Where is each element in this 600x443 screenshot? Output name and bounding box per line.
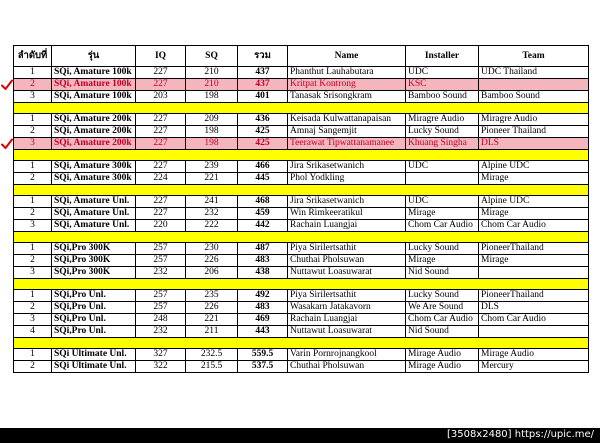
name-cell: Keisada Kulwattanapaisan [288, 114, 406, 126]
name-cell: Rachain Luangjai [288, 314, 406, 326]
installer-cell: We Are Sound [406, 302, 479, 314]
sq-cell: 221 [186, 173, 238, 185]
sq-cell: 198 [186, 126, 238, 138]
highlighted-table-row [14, 79, 589, 91]
name-cell: Rachain Luangjai [288, 220, 406, 232]
header-installer: Installer [406, 46, 479, 67]
highlighted-table-row [14, 138, 589, 150]
model-cell: SQi,Pro 300K [52, 255, 136, 267]
sq-cell: 222 [186, 220, 238, 232]
sq-cell: 209 [186, 114, 238, 126]
model-cell: SQi, Amature 100k [52, 67, 136, 79]
total-cell: 487 [238, 243, 288, 255]
installer-cell: Lucky Sound [406, 290, 479, 302]
table-row [14, 114, 589, 126]
iq-cell: 227 [136, 67, 186, 79]
header-row [14, 46, 589, 67]
team-cell: Mercury [479, 361, 589, 373]
model-cell: SQi,Pro 300K [52, 267, 136, 279]
team-cell: Mirage [479, 173, 589, 185]
iq-cell: 227 [136, 114, 186, 126]
name-cell: Teerawat Tipwattanamanee [288, 138, 406, 150]
red-checkmark-icon [1, 79, 13, 91]
total-cell: 483 [238, 255, 288, 267]
team-cell [479, 326, 589, 338]
installer-cell: Khuang Singha [406, 138, 479, 150]
model-cell: SQi, Amature 200k [52, 126, 136, 138]
sq-cell: 206 [186, 267, 238, 279]
total-cell: 436 [238, 114, 288, 126]
table-row [14, 196, 589, 208]
installer-cell: Bamboo Sound [406, 91, 479, 103]
rank-cell: 3 [14, 138, 52, 150]
team-cell: PioneerThailand [479, 243, 589, 255]
rank-cell: 1 [14, 67, 52, 79]
team-cell: Mirage Audio [479, 349, 589, 361]
separator-cell [14, 338, 589, 349]
iq-cell: 227 [136, 161, 186, 173]
total-cell: 468 [238, 196, 288, 208]
model-cell: SQi,Pro Unl. [52, 290, 136, 302]
team-cell: UDC Thailand [479, 67, 589, 79]
iq-cell: 257 [136, 243, 186, 255]
sq-cell: 211 [186, 326, 238, 338]
group-separator [14, 185, 589, 196]
iq-cell: 327 [136, 349, 186, 361]
rank-cell: 1 [14, 243, 52, 255]
separator-cell [14, 103, 589, 114]
rank-cell: 1 [14, 114, 52, 126]
iq-cell: 227 [136, 208, 186, 220]
model-cell: SQi, Amature 100k [52, 91, 136, 103]
model-cell: SQi, Amature 100k [52, 79, 136, 91]
installer-cell: Mirage Audio [406, 361, 479, 373]
table-row [14, 173, 589, 185]
rank-cell: 2 [14, 208, 52, 220]
team-cell: Chom Car Audio [479, 220, 589, 232]
team-cell: DLS [479, 302, 589, 314]
model-cell: SQi Ultimate Unl. [52, 361, 136, 373]
table-row [14, 326, 589, 338]
model-cell: SQi,Pro Unl. [52, 314, 136, 326]
sq-cell: 232.5 [186, 349, 238, 361]
iq-cell: 322 [136, 361, 186, 373]
table-row [14, 267, 589, 279]
rank-cell: 1 [14, 161, 52, 173]
header-name: Name [288, 46, 406, 67]
total-cell: 537.5 [238, 361, 288, 373]
team-cell: Mirage [479, 255, 589, 267]
table-row [14, 302, 589, 314]
installer-cell: UDC [406, 67, 479, 79]
model-cell: SQi,Pro 300K [52, 243, 136, 255]
team-cell: Pioneer Thailand [479, 126, 589, 138]
table-row [14, 208, 589, 220]
table-row [14, 126, 589, 138]
total-cell: 443 [238, 326, 288, 338]
total-cell: 442 [238, 220, 288, 232]
separator-cell [14, 150, 589, 161]
name-cell: Chuthai Pholsuwan [288, 255, 406, 267]
name-cell: Win Rimkeeratikul [288, 208, 406, 220]
results-table [13, 45, 589, 373]
iq-cell: 220 [136, 220, 186, 232]
group-separator [14, 279, 589, 290]
installer-cell: Chom Car Audio [406, 314, 479, 326]
sq-cell: 210 [186, 67, 238, 79]
group-separator [14, 150, 589, 161]
rank-cell: 3 [14, 314, 52, 326]
separator-cell [14, 232, 589, 243]
iq-cell: 232 [136, 267, 186, 279]
model-cell: SQi,Pro Unl. [52, 326, 136, 338]
iq-cell: 227 [136, 138, 186, 150]
rank-cell: 1 [14, 349, 52, 361]
group-separator [14, 232, 589, 243]
rank-cell: 2 [14, 173, 52, 185]
iq-cell: 227 [136, 126, 186, 138]
table-row [14, 255, 589, 267]
team-cell: Miragre Audio [479, 114, 589, 126]
name-cell: Chuthai Pholsuwan [288, 361, 406, 373]
installer-cell [406, 173, 479, 185]
iq-cell: 224 [136, 173, 186, 185]
iq-cell: 257 [136, 290, 186, 302]
table-row [14, 161, 589, 173]
table-row [14, 220, 589, 232]
sq-cell: 215.5 [186, 361, 238, 373]
iq-cell: 257 [136, 255, 186, 267]
installer-cell: Lucky Sound [406, 126, 479, 138]
header-total: รวม [238, 46, 288, 67]
name-cell: Phanthut Lauhabutara [288, 67, 406, 79]
installer-cell: Chom Car Audio [406, 220, 479, 232]
team-cell [479, 79, 589, 91]
name-cell: Varin Pornrojnangkool [288, 349, 406, 361]
total-cell: 437 [238, 79, 288, 91]
rank-cell: 2 [14, 79, 52, 91]
name-cell: Kritpat Kontrong [288, 79, 406, 91]
model-cell: SQi, Amature Unl. [52, 208, 136, 220]
installer-cell: UDC [406, 161, 479, 173]
sq-cell: 210 [186, 79, 238, 91]
header-team: Team [479, 46, 589, 67]
model-cell: SQi, Amature 300k [52, 173, 136, 185]
table-row [14, 349, 589, 361]
sq-cell: 230 [186, 243, 238, 255]
sq-cell: 198 [186, 91, 238, 103]
model-cell: SQi, Amature Unl. [52, 220, 136, 232]
sq-cell: 235 [186, 290, 238, 302]
name-cell: Jira Srikasetwanich [288, 161, 406, 173]
rank-cell: 2 [14, 361, 52, 373]
rank-cell: 3 [14, 91, 52, 103]
image-size-caption: [3508x2480] https://upic.me/ [446, 429, 594, 440]
model-cell: SQi, Amature 200k [52, 138, 136, 150]
rank-cell: 2 [14, 302, 52, 314]
installer-cell: Miragre Audio [406, 114, 479, 126]
rank-cell: 3 [14, 220, 52, 232]
model-cell: SQi, Amature 300k [52, 161, 136, 173]
table-row [14, 243, 589, 255]
total-cell: 425 [238, 138, 288, 150]
rank-cell: 1 [14, 290, 52, 302]
total-cell: 445 [238, 173, 288, 185]
installer-cell: Nid Sound [406, 267, 479, 279]
model-cell: SQi, Amature Unl. [52, 196, 136, 208]
name-cell: Jira Srikasetwanich [288, 196, 406, 208]
model-cell: SQi,Pro Unl. [52, 302, 136, 314]
total-cell: 401 [238, 91, 288, 103]
header-model: รุ่น [52, 46, 136, 67]
rank-cell: 2 [14, 126, 52, 138]
team-cell: Alpine UDC [479, 196, 589, 208]
model-cell: SQi Ultimate Unl. [52, 349, 136, 361]
installer-cell: KSC [406, 79, 479, 91]
total-cell: 466 [238, 161, 288, 173]
team-cell: Bamboo Sound [479, 91, 589, 103]
team-cell: Mirage [479, 208, 589, 220]
sq-cell: 241 [186, 196, 238, 208]
team-cell: Alpine UDC [479, 161, 589, 173]
name-cell: Piya Sirilertsathit [288, 243, 406, 255]
separator-cell [14, 185, 589, 196]
installer-cell: UDC [406, 196, 479, 208]
installer-cell: Lucky Sound [406, 243, 479, 255]
header-sq: SQ [186, 46, 238, 67]
total-cell: 459 [238, 208, 288, 220]
table-row [14, 290, 589, 302]
iq-cell: 203 [136, 91, 186, 103]
header-rank: ลำดับที่ [14, 46, 52, 67]
results-body [14, 67, 589, 373]
red-checkmark-icon [1, 138, 13, 150]
name-cell: Wasakarn Jatakavorn [288, 302, 406, 314]
sq-cell: 232 [186, 208, 238, 220]
installer-cell: Nid Sound [406, 326, 479, 338]
model-cell: SQi, Amature 200k [52, 114, 136, 126]
sq-cell: 226 [186, 302, 238, 314]
rank-cell: 4 [14, 326, 52, 338]
iq-cell: 232 [136, 326, 186, 338]
sq-cell: 198 [186, 138, 238, 150]
rank-cell: 2 [14, 255, 52, 267]
iq-cell: 227 [136, 196, 186, 208]
separator-cell [14, 279, 589, 290]
total-cell: 483 [238, 302, 288, 314]
group-separator [14, 338, 589, 349]
table-row [14, 314, 589, 326]
total-cell: 437 [238, 67, 288, 79]
name-cell: Amnaj Sangemjit [288, 126, 406, 138]
table-row [14, 91, 589, 103]
team-cell [479, 267, 589, 279]
iq-cell: 248 [136, 314, 186, 326]
table-row [14, 361, 589, 373]
iq-cell: 227 [136, 79, 186, 91]
header-iq: IQ [136, 46, 186, 67]
sq-cell: 221 [186, 314, 238, 326]
total-cell: 425 [238, 126, 288, 138]
team-cell: PioneerThailand [479, 290, 589, 302]
group-separator [14, 103, 589, 114]
team-cell: DLS [479, 138, 589, 150]
name-cell: Nuttawut Loasuwarat [288, 267, 406, 279]
name-cell: Piya Sirilertsathit [288, 290, 406, 302]
sq-cell: 226 [186, 255, 238, 267]
name-cell: Phol Yodkling [288, 173, 406, 185]
rank-cell: 1 [14, 196, 52, 208]
team-cell: Chom Car Audio [479, 314, 589, 326]
iq-cell: 257 [136, 302, 186, 314]
table-row [14, 67, 589, 79]
installer-cell: Mirage Audio [406, 349, 479, 361]
total-cell: 438 [238, 267, 288, 279]
total-cell: 559.5 [238, 349, 288, 361]
name-cell: Nuttawut Loasuwarat [288, 326, 406, 338]
total-cell: 492 [238, 290, 288, 302]
total-cell: 469 [238, 314, 288, 326]
rank-cell: 3 [14, 267, 52, 279]
installer-cell: Mirage [406, 208, 479, 220]
sq-cell: 239 [186, 161, 238, 173]
name-cell: Tanasak Srisongkram [288, 91, 406, 103]
installer-cell: Mirage [406, 255, 479, 267]
